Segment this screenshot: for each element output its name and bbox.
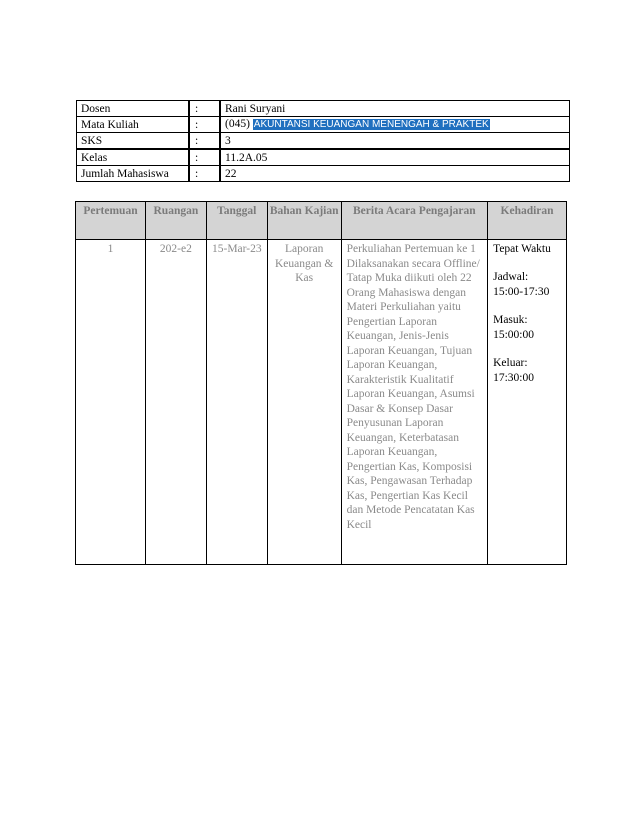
info-separator: : — [189, 133, 220, 150]
schedule-label: Jadwal: — [493, 271, 529, 283]
info-separator: : — [189, 101, 220, 117]
info-value-sks: 3 — [220, 133, 570, 150]
course-info-table — [76, 100, 570, 182]
cell-bahan-kajian: Laporan Keuangan & Kas — [267, 240, 341, 565]
cell-pertemuan: 1 — [76, 240, 146, 565]
info-row-jumlah-mahasiswa — [77, 166, 570, 182]
info-row-kelas — [77, 149, 570, 166]
cell-berita-acara: Perkuliahan Pertemuan ke 1 Dilaksanakan secara Offline/ Tatap Muka diikuti oleh 22 Orang Mahasiswa dengan Materi Perkuliahan yaitu Pengertian Laporan Keuangan, Jenis-Jenis Laporan Keuangan, Tujuan Laporan Keuangan, Karakteristik Kualitatif Laporan Keuangan, Asumsi Dasar & Konsep Dasar Penyusunan Laporan Keuangan, Keterbatasan Laporan Keuangan, Pengertian Kas, Komposisi Kas, Pengawasan Terhadap Kas, Pengertian Kas Kecil dan Metode Pencatatan Kas Kecil — [341, 240, 488, 565]
info-label: Mata Kuliah — [77, 117, 190, 133]
header-tanggal: Tanggal — [206, 202, 267, 240]
attendance-status: Tepat Waktu — [493, 243, 551, 255]
cell-kehadiran — [488, 240, 567, 565]
course-code: (045) — [225, 118, 250, 130]
info-value-dosen: Rani Suryani — [220, 101, 570, 117]
header-ruangan: Ruangan — [145, 202, 206, 240]
schedule-value: 15:00-17:30 — [493, 286, 550, 298]
header-kehadiran: Kehadiran — [488, 202, 567, 240]
cell-tanggal: 15-Mar-23 — [206, 240, 267, 565]
info-separator: : — [189, 117, 220, 133]
info-value-jumlah-mahasiswa: 22 — [220, 166, 570, 182]
info-row-sks — [77, 133, 570, 150]
info-label: SKS — [77, 133, 190, 150]
check-out-value: 17:30:00 — [493, 372, 534, 384]
info-value-kelas: 11.2A.05 — [220, 149, 570, 166]
info-row-mata-kuliah — [77, 117, 570, 133]
teaching-record-table — [75, 201, 567, 565]
info-separator: : — [189, 149, 220, 166]
info-row-dosen — [77, 101, 570, 117]
table-row — [76, 240, 567, 565]
info-label: Kelas — [77, 149, 190, 166]
cell-ruangan: 202-e2 — [145, 240, 206, 565]
info-separator: : — [189, 166, 220, 182]
info-value-mata-kuliah — [220, 117, 570, 133]
header-pertemuan: Pertemuan — [76, 202, 146, 240]
course-name-highlighted[interactable]: AKUNTANSI KEUANGAN MENENGAH & PRAKTEK — [253, 119, 489, 130]
info-label: Jumlah Mahasiswa — [77, 166, 190, 182]
check-in-label: Masuk: — [493, 314, 528, 326]
check-out-label: Keluar: — [493, 357, 528, 369]
header-bahan-kajian: Bahan Kajian — [267, 202, 341, 240]
check-in-value: 15:00:00 — [493, 329, 534, 341]
header-berita-acara: Berita Acara Pengajaran — [341, 202, 488, 240]
info-label: Dosen — [77, 101, 190, 117]
table-header-row — [76, 202, 567, 240]
